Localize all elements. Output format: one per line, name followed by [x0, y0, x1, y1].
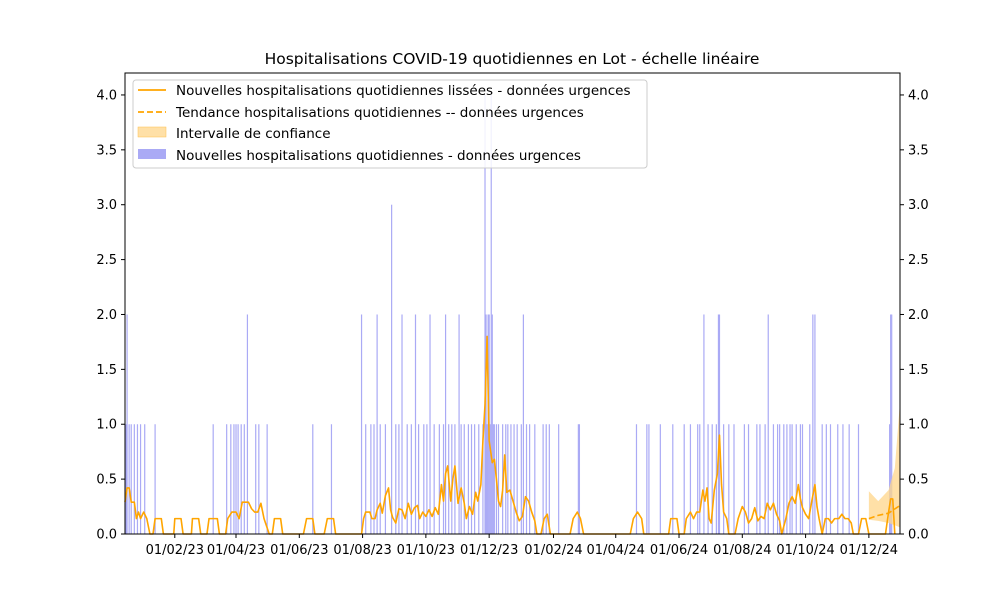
y-tick-label-left: 1.0: [96, 417, 117, 433]
daily-bar: [543, 424, 544, 534]
daily-bar: [523, 314, 524, 534]
daily-bar: [258, 424, 259, 534]
daily-bar: [445, 314, 446, 534]
daily-bar: [377, 314, 378, 534]
daily-bar: [507, 424, 508, 534]
daily-bar: [331, 424, 332, 534]
daily-bar: [549, 424, 550, 534]
daily-bar: [154, 424, 155, 534]
daily-bar: [858, 424, 859, 534]
legend-bars-label: Nouvelles hospitalisations quotidiennes - données urgences: [176, 148, 581, 164]
daily-bar: [426, 424, 427, 534]
daily-bar: [830, 424, 831, 534]
daily-bar: [636, 424, 637, 534]
daily-bar: [492, 314, 493, 534]
y-tick-label-right: 1.5: [908, 362, 929, 378]
daily-bar: [241, 424, 242, 534]
legend: [133, 80, 647, 168]
daily-bar: [783, 424, 784, 534]
daily-bar: [486, 424, 487, 534]
daily-bar: [125, 424, 126, 534]
x-tick-label: 01/08/23: [333, 543, 392, 558]
daily-bar: [144, 424, 145, 534]
daily-bar: [822, 424, 823, 534]
x-tick-label: 01/02/23: [145, 543, 204, 558]
daily-bar: [131, 424, 132, 534]
daily-bar: [796, 424, 797, 534]
daily-bar: [230, 424, 231, 534]
daily-bar: [684, 424, 685, 534]
daily-bar: [468, 424, 469, 534]
y-tick-label-right: 3.5: [908, 143, 929, 159]
daily-bar: [235, 424, 236, 534]
daily-bar: [699, 424, 700, 534]
x-tick-label: 01/06/24: [649, 543, 709, 558]
y-tick-label-right: 3.0: [908, 198, 929, 214]
daily-bar: [814, 314, 815, 534]
daily-bar: [267, 424, 268, 534]
daily-bar: [401, 314, 402, 534]
daily-bar: [380, 424, 381, 534]
daily-bar: [244, 424, 245, 534]
x-tick-label: 01/02/24: [524, 543, 583, 558]
y-tick-label-left: 2.5: [96, 253, 117, 269]
y-tick-label-right: 0.0: [908, 527, 929, 543]
daily-bar: [718, 314, 719, 534]
daily-bar: [411, 424, 412, 534]
y-tick-label-left: 0.5: [96, 472, 117, 488]
daily-bar: [247, 314, 248, 534]
y-tick-label-right: 4.0: [908, 88, 929, 104]
x-tick-label: 01/06/23: [270, 543, 329, 558]
chart-title: Hospitalisations COVID-19 quotidiennes en Lot - échelle linéaire: [264, 50, 760, 68]
y-tick-label-right: 2.0: [908, 307, 929, 323]
daily-bar: [773, 424, 774, 534]
daily-bar: [126, 314, 127, 534]
daily-bar: [385, 424, 386, 534]
daily-bar: [493, 424, 494, 534]
daily-bar: [498, 424, 499, 534]
y-tick-label-left: 1.5: [96, 362, 117, 378]
daily-bar: [391, 205, 392, 534]
daily-bar: [365, 424, 366, 534]
legend-trend-label: Tendance hospitalisations quotidiennes -- données urgences: [176, 105, 584, 121]
daily-bar: [443, 424, 444, 534]
legend-ci-swatch: [138, 127, 166, 137]
daily-bar: [578, 424, 579, 534]
x-tick-label: 01/10/23: [396, 543, 456, 558]
daily-bar: [494, 424, 495, 534]
daily-bar: [690, 424, 691, 534]
y-tick-label-left: 3.0: [96, 198, 117, 214]
x-tick-label: 01/04/24: [586, 543, 645, 558]
daily-bar: [434, 424, 435, 534]
x-tick-label: 01/12/24: [839, 543, 899, 558]
daily-bar: [513, 424, 514, 534]
daily-bar: [748, 424, 749, 534]
daily-bar: [646, 424, 647, 534]
y-tick-label-left: 3.5: [96, 143, 117, 159]
daily-bar: [672, 424, 673, 534]
daily-bar: [439, 424, 440, 534]
daily-bar: [129, 424, 130, 534]
daily-bar: [312, 424, 313, 534]
daily-bar: [474, 424, 475, 534]
daily-bar: [423, 424, 424, 534]
daily-bar: [744, 424, 745, 534]
daily-bar: [660, 424, 661, 534]
legend-bars-swatch: [138, 149, 166, 159]
daily-bar: [768, 314, 769, 534]
daily-bar: [373, 424, 374, 534]
daily-bar: [464, 424, 465, 534]
daily-bar: [415, 314, 416, 534]
daily-bar: [728, 424, 729, 534]
daily-bar: [697, 424, 698, 534]
daily-bar: [529, 424, 530, 534]
daily-bar: [800, 424, 801, 534]
daily-bar: [213, 424, 214, 534]
x-tick-label: 01/12/23: [459, 543, 519, 558]
daily-bar: [526, 424, 527, 534]
daily-bar: [648, 424, 649, 534]
y-tick-label-right: 2.5: [908, 253, 929, 269]
legend-ci-label: Intervalle de confiance: [176, 126, 331, 142]
daily-bar: [461, 424, 462, 534]
daily-bar: [255, 424, 256, 534]
daily-bar: [802, 424, 803, 534]
daily-bar: [779, 424, 780, 534]
y-tick-label-right: 1.0: [908, 417, 929, 433]
x-tick-label: 01/08/24: [713, 543, 772, 558]
daily-bar: [134, 424, 135, 534]
daily-bar: [826, 424, 827, 534]
daily-bar: [233, 424, 234, 534]
y-tick-label-left: 2.0: [96, 307, 117, 323]
daily-bar: [407, 424, 408, 534]
daily-bar: [849, 424, 850, 534]
legend-smoothed-label: Nouvelles hospitalisations quotidiennes lissées - données urgences: [176, 83, 631, 99]
daily-bar: [837, 424, 838, 534]
daily-bar: [361, 314, 362, 534]
daily-bar: [510, 424, 511, 534]
daily-bar: [719, 314, 720, 534]
daily-bar: [429, 314, 430, 534]
x-tick-label: 01/10/24: [776, 543, 835, 558]
daily-bar: [558, 424, 559, 534]
daily-bar: [733, 424, 734, 534]
y-tick-label-left: 4.0: [96, 88, 117, 104]
daily-bar: [789, 424, 790, 534]
daily-bar: [723, 424, 724, 534]
y-tick-label-left: 0.0: [96, 527, 117, 543]
daily-bar: [478, 424, 479, 534]
daily-bar: [398, 424, 399, 534]
daily-bar: [792, 424, 793, 534]
daily-bar: [226, 424, 227, 534]
x-tick-label: 01/04/23: [206, 543, 266, 558]
daily-bar: [471, 424, 472, 534]
y-tick-label-right: 0.5: [908, 472, 929, 488]
